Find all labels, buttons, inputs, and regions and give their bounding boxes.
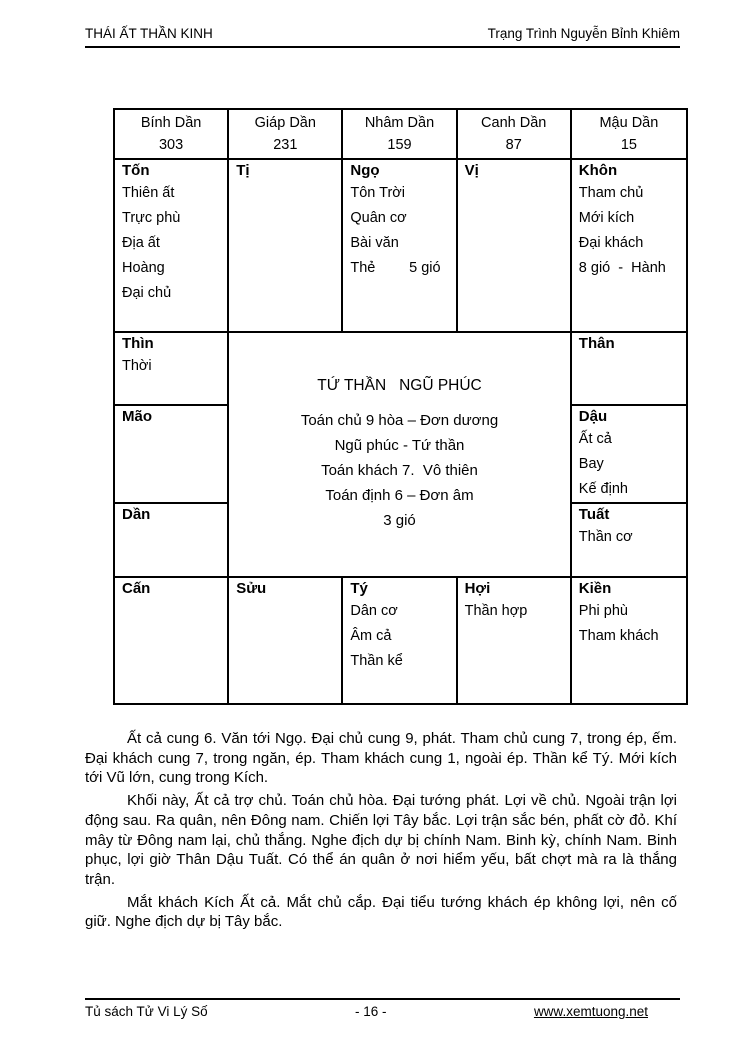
cell-line: Dân cơ <box>350 603 398 619</box>
palace-lines <box>579 525 679 550</box>
year-value: 303 <box>158 136 184 153</box>
footer-website-link[interactable]: www.xemtuong.net <box>533 1004 648 1019</box>
year-cell-giap-dan <box>229 110 343 160</box>
palace-cell-tuat <box>572 504 686 578</box>
paragraph-3: Mắt khách Kích Ất cả. Mắt chủ cắp. Đại tiểu tướng khách ép không lợi, nên cố giữ. Nghe địch dự bị Tây bắc. <box>85 893 677 931</box>
cell-line: Bài văn <box>350 235 399 251</box>
cell-line: Thần cơ <box>578 529 633 545</box>
cell-line: Đại khách <box>578 235 644 251</box>
year-value: 87 <box>505 136 522 153</box>
cell-line: Mới kích <box>578 210 635 226</box>
palace-split-line <box>350 256 448 281</box>
palace-cell-vi <box>458 160 572 333</box>
cell-line: 3 gió <box>383 512 416 529</box>
cell-line: Đại chủ <box>122 285 172 301</box>
year-name: Bính Dần <box>140 115 202 132</box>
page-footer <box>85 998 680 1019</box>
footer-series-title: Tủ sách Tử Vi Lý Số <box>85 1004 208 1019</box>
palace-label: Vị <box>464 162 479 179</box>
cell-line: Địa ất <box>122 235 160 251</box>
page-header <box>85 26 680 48</box>
palace-lines <box>350 599 448 674</box>
cell-line: Trực phù <box>122 210 181 226</box>
cell-line: Quân cơ <box>350 210 407 226</box>
center-title: TỨ THẦN NGŨ PHÚC <box>317 377 482 394</box>
palace-cell-can <box>115 578 229 703</box>
year-cell-mau-dan <box>572 110 686 160</box>
year-value: 231 <box>273 136 298 153</box>
palace-label: Dần <box>122 506 151 523</box>
palace-cell-dan <box>115 504 229 578</box>
cell-line: Toán khách 7. Vô thiên <box>321 462 478 479</box>
cell-line: Bay <box>578 456 604 472</box>
palace-lines <box>579 181 679 281</box>
palace-label: Thìn <box>122 335 154 352</box>
cell-line: Thần kể <box>350 653 403 669</box>
cell-line: Kế định <box>578 481 628 497</box>
split-left: Thẻ <box>350 260 376 276</box>
palace-lines <box>122 354 220 379</box>
center-summary-cell <box>229 333 572 578</box>
palace-cell-ti <box>229 160 343 333</box>
cell-line: Toán định 6 – Đơn âm <box>325 487 474 504</box>
cell-line: Phi phù <box>578 603 628 619</box>
palace-label: Dậu <box>578 408 608 425</box>
palace-label: Tốn <box>122 162 150 179</box>
paragraph-1: Ất cả cung 6. Văn tới Ngọ. Đại chủ cung 9, phát. Tham chủ cung 7, trong ép, ếm. Đại khách cung 7, trong ngăn, ép. Tham khách cung 1, ngoài ép. Thần kể Tý. Mới kích tới Vũ lớn, cung trong Kích. <box>85 730 677 787</box>
palace-cell-kien <box>572 578 686 703</box>
palace-cell-khon <box>572 160 686 333</box>
palace-cell-ngo <box>343 160 457 333</box>
cell-line: Tham chủ <box>578 185 644 201</box>
cell-line: 8 gió - Hành <box>578 260 666 276</box>
commentary-text <box>85 729 677 935</box>
year-cell-binh-dan <box>115 110 229 160</box>
palace-lines <box>465 599 563 624</box>
palace-cell-hoi <box>458 578 572 703</box>
cell-line: Thần hợp <box>464 603 528 619</box>
year-cell-canh-dan <box>458 110 572 160</box>
cell-line: Thiên ất <box>122 185 175 201</box>
palace-cell-ton <box>115 160 229 333</box>
palace-cell-ty <box>343 578 457 703</box>
book-title: THÁI ẤT THẦN KINH <box>85 26 213 41</box>
palace-label: Mão <box>122 408 152 425</box>
cell-line: Hoàng <box>122 260 165 276</box>
palace-label: Tị <box>236 162 250 179</box>
palace-cell-suu <box>229 578 343 703</box>
year-name: Canh Dần <box>481 115 547 132</box>
palace-cell-dau <box>572 406 686 504</box>
cell-line: Âm cả <box>350 628 392 644</box>
palace-cell-thin <box>115 333 229 406</box>
palace-label: Tuất <box>578 506 610 523</box>
palace-label: Cấn <box>122 580 151 597</box>
palace-lines <box>579 599 679 649</box>
split-right: 5 gió <box>409 260 441 276</box>
cell-line: Tham khách <box>578 628 659 644</box>
palace-label: Ngọ <box>350 162 380 179</box>
palace-label: Hợi <box>464 580 491 597</box>
cell-line: Thời <box>122 358 152 374</box>
cell-line: Toán chủ 9 hòa – Đơn dương <box>300 412 499 429</box>
cell-line: Tôn Trời <box>350 185 406 201</box>
cell-line: Ất cả <box>578 431 612 447</box>
page-number: - 16 - <box>355 1004 387 1019</box>
palace-lines <box>122 181 220 306</box>
palace-label: Thân <box>578 335 615 352</box>
cell-line: Ngũ phúc - Tứ thần <box>334 437 465 454</box>
author-name: Trạng Trình Nguyễn Bỉnh Khiêm <box>487 26 680 41</box>
year-name: Nhâm Dần <box>364 115 435 132</box>
palace-label: Tý <box>350 580 368 597</box>
palace-label: Sửu <box>236 580 267 597</box>
palace-lines <box>579 427 679 502</box>
year-value: 15 <box>620 136 637 153</box>
palace-cell-mao <box>115 406 229 504</box>
palace-cell-than <box>572 333 686 406</box>
palace-label: Khôn <box>578 162 618 179</box>
year-name: Mậu Dần <box>599 115 659 132</box>
thai-at-chart-table <box>113 108 688 705</box>
year-name: Giáp Dần <box>254 115 316 132</box>
palace-lines <box>350 181 448 256</box>
year-cell-nham-dan <box>343 110 457 160</box>
paragraph-2: Khối này, Ất cả trợ chủ. Toán chủ hòa. Đại tướng phát. Lợi về chủ. Ngoài trận lợi động sau. Ra quân, nên Đông nam. Chiến lợi Tây bắc. Lợi trận sắc bén, phất cờ đỏ. Khí mây từ Đông nam lại, chủ thắng. Nghe địch dự bị chính Nam. Binh kỳ, chính Nam. Binh phục, lợi giờ Thân Dậu Tuất. Có thể án quân ở nơi hiểm yếu, bất chợt mà ra là thắng trận. <box>85 792 677 888</box>
palace-label: Kiền <box>578 580 612 597</box>
center-lines <box>229 408 570 533</box>
year-value: 159 <box>387 136 412 153</box>
